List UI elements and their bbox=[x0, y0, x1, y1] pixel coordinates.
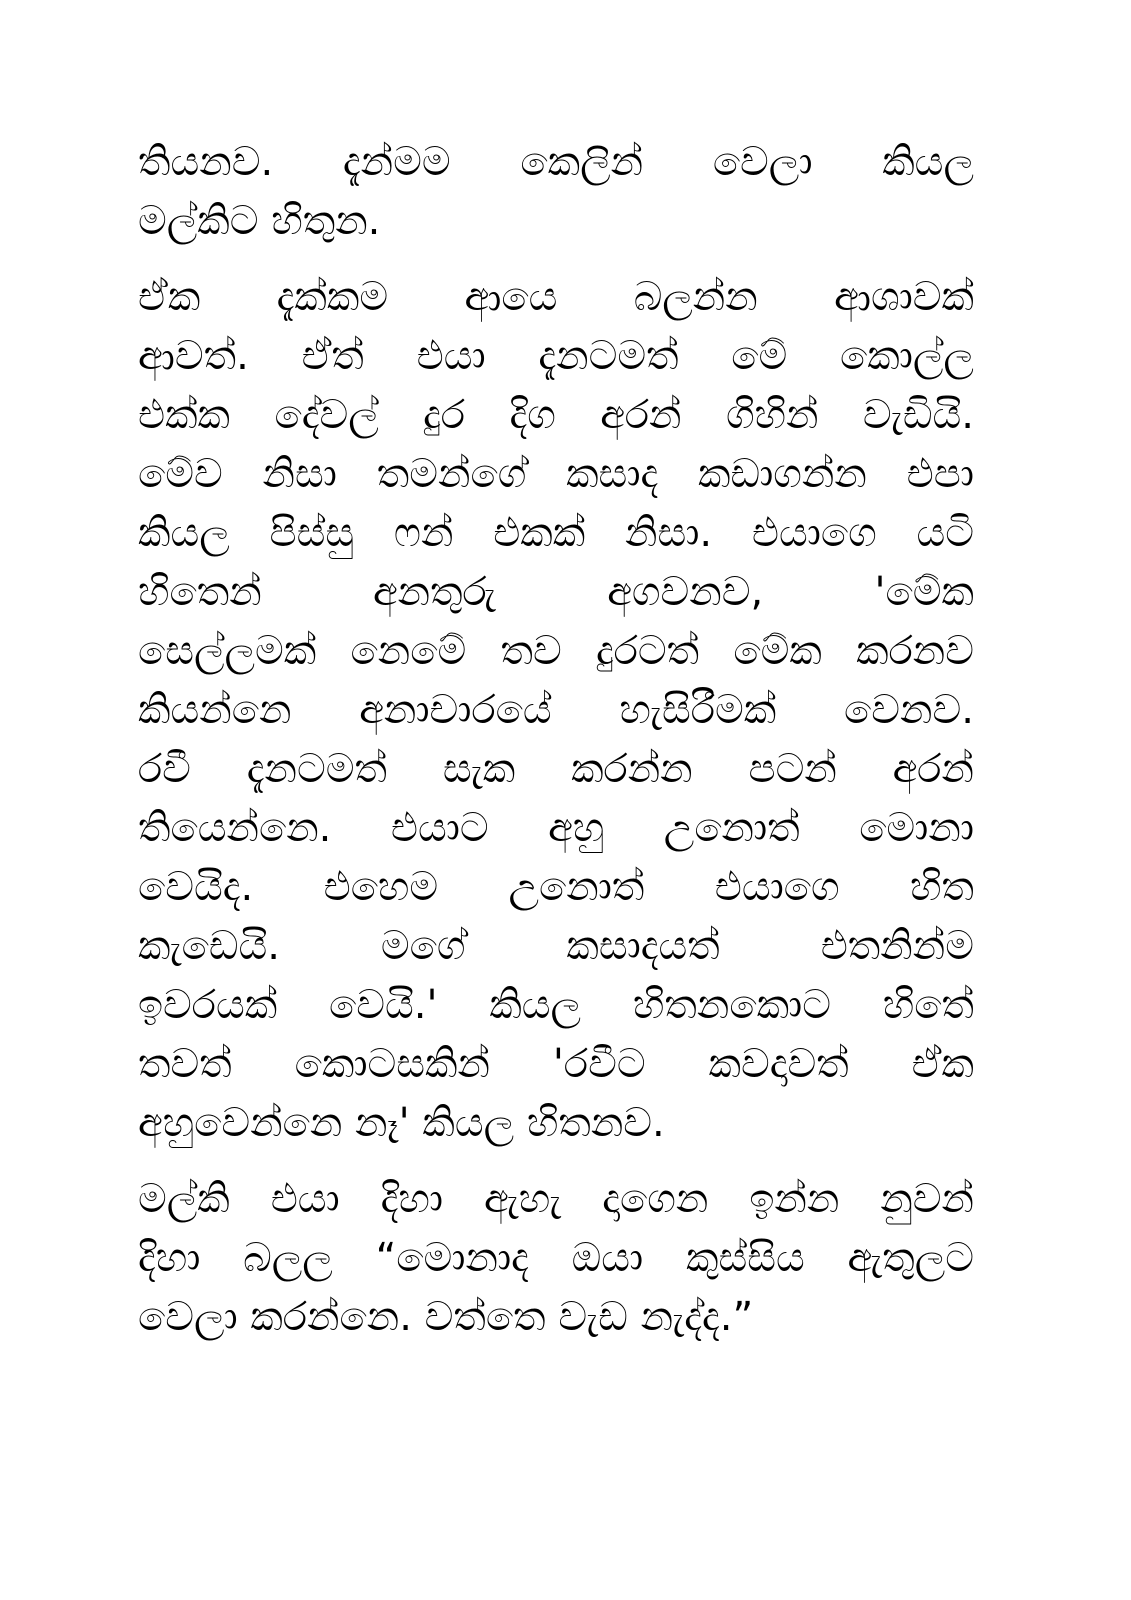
text-line bbox=[138, 504, 974, 563]
word: මගේ bbox=[380, 923, 466, 969]
word: එපා bbox=[906, 451, 974, 497]
word: දුරටත් bbox=[595, 628, 700, 674]
word: මේක bbox=[733, 628, 822, 674]
word: එයා bbox=[270, 1176, 340, 1222]
word: ආශාවක් bbox=[834, 274, 974, 320]
word: සැක bbox=[442, 746, 516, 792]
word: කරන්න bbox=[571, 746, 693, 792]
word: එකක් bbox=[493, 510, 586, 556]
word: අනාචාරයේ bbox=[359, 687, 552, 733]
word: වැඩියි. bbox=[862, 392, 974, 438]
word: කසාදයත් bbox=[566, 923, 720, 969]
word: යටි bbox=[916, 510, 974, 556]
text-line bbox=[138, 858, 974, 917]
text-line bbox=[138, 133, 974, 192]
word: තියනව. bbox=[138, 139, 274, 185]
word: 'රවීට bbox=[552, 1041, 646, 1087]
text-line bbox=[138, 445, 974, 504]
word: ෆන් bbox=[393, 510, 454, 556]
text-line: අහුවෙන්නෙ නෑ' කියල හිතනව. bbox=[138, 1100, 665, 1146]
word: දිහා bbox=[380, 1176, 444, 1222]
word: කුස්සිය bbox=[685, 1235, 805, 1281]
word: දැනටමත් bbox=[246, 746, 387, 792]
word: අහු bbox=[548, 805, 605, 851]
text-line bbox=[138, 327, 974, 386]
text-line: මල්කිට හිතුන. bbox=[138, 198, 381, 244]
paragraph-gap bbox=[138, 1153, 974, 1170]
word: දැනටමත් bbox=[538, 333, 679, 379]
word: රවී bbox=[138, 746, 191, 792]
text-line: වෙලා කරන්නෙ. වත්තෙ වැඩ නැද්ද.” bbox=[138, 1294, 754, 1340]
word: නිසා bbox=[262, 451, 337, 497]
word: අගවනව, bbox=[607, 569, 764, 615]
word: ඒක bbox=[138, 274, 201, 320]
word: මේ bbox=[731, 333, 788, 379]
text-line bbox=[138, 1229, 974, 1288]
word: දේවල් bbox=[274, 392, 379, 438]
word: කියන්නෙ bbox=[138, 687, 292, 733]
word: 'මේක bbox=[874, 569, 974, 615]
word: වෙලා bbox=[712, 139, 813, 185]
word: උනොත් bbox=[663, 805, 800, 851]
word: ආවත්. bbox=[138, 333, 249, 379]
text-line bbox=[138, 917, 974, 976]
word: ඒත් bbox=[301, 333, 364, 379]
word: කඩාගන්න bbox=[698, 451, 867, 497]
text-line bbox=[138, 386, 974, 445]
word: හිත bbox=[909, 864, 974, 910]
word: හැසිරීමක් bbox=[619, 687, 777, 733]
word: ආයෙ bbox=[464, 274, 558, 320]
word: “මොනාද bbox=[375, 1235, 529, 1281]
word: දැන්මම bbox=[342, 139, 451, 185]
text-line bbox=[138, 1170, 974, 1229]
word: සෙල්ලමක් bbox=[138, 628, 317, 674]
word: එයාගෙ bbox=[714, 864, 840, 910]
paragraph-3 bbox=[138, 1170, 974, 1347]
word: පටන් bbox=[748, 746, 837, 792]
word: මොනා bbox=[859, 805, 974, 851]
word: එහෙම bbox=[323, 864, 439, 910]
word: දුර bbox=[423, 392, 466, 438]
word: අරන් bbox=[892, 746, 974, 792]
word: කෙලින් bbox=[520, 139, 644, 185]
text-line bbox=[138, 563, 974, 622]
word: ඉවරයක් bbox=[138, 982, 278, 1028]
word: දිහා bbox=[138, 1235, 201, 1281]
word: එයාට bbox=[390, 805, 489, 851]
paragraph-2 bbox=[138, 268, 974, 1153]
word: නිසා. bbox=[624, 510, 713, 556]
text-line bbox=[138, 740, 974, 799]
word: කියල bbox=[138, 510, 230, 556]
word: කවදාවත් bbox=[708, 1041, 849, 1087]
word: හිතේ bbox=[882, 982, 974, 1028]
word: තමන්ගේ bbox=[376, 451, 527, 497]
word: දිග bbox=[509, 392, 556, 438]
paragraph-1 bbox=[138, 133, 974, 251]
word: කසාද bbox=[566, 451, 659, 497]
word: උනොත් bbox=[508, 864, 645, 910]
word: කොටසකින් bbox=[294, 1041, 491, 1087]
word: තියෙන්නෙ. bbox=[138, 805, 332, 851]
word: මල්කි bbox=[138, 1176, 230, 1222]
word: මේව bbox=[138, 451, 223, 497]
word: බලන්න bbox=[633, 274, 758, 320]
word: එක්ක bbox=[138, 392, 231, 438]
word: වෙයිද. bbox=[138, 864, 254, 910]
word: හිතෙන් bbox=[138, 569, 262, 615]
paragraph-gap bbox=[138, 251, 974, 268]
word: කොල්ල bbox=[840, 333, 974, 379]
text-line bbox=[138, 268, 974, 327]
text-line bbox=[138, 1035, 974, 1094]
word: වෙයි.' bbox=[329, 982, 438, 1028]
text-line bbox=[138, 976, 974, 1035]
word: තවත් bbox=[138, 1041, 232, 1087]
word: වෙනව. bbox=[844, 687, 974, 733]
word: කැඩෙයි. bbox=[138, 923, 280, 969]
word: කරනව bbox=[856, 628, 974, 674]
word: අරන් bbox=[600, 392, 682, 438]
word: බලල bbox=[243, 1235, 333, 1281]
word: අනතුරු bbox=[372, 569, 496, 615]
word: නෙමේ bbox=[350, 628, 467, 674]
word: ඇහැ bbox=[483, 1176, 562, 1222]
word: දාගෙන bbox=[602, 1176, 709, 1222]
word: එතනින්ම bbox=[820, 923, 974, 969]
word: දැක්කම bbox=[276, 274, 389, 320]
word: ඔයා bbox=[571, 1235, 644, 1281]
word: ඉන්න bbox=[749, 1176, 840, 1222]
word: පිස්සු bbox=[269, 510, 355, 556]
body-text bbox=[138, 133, 974, 1347]
word: කියල bbox=[882, 139, 974, 185]
word: එයාගෙ bbox=[751, 510, 877, 556]
text-line bbox=[138, 681, 974, 740]
word: හිතනකොට bbox=[632, 982, 831, 1028]
word: ඇතුලට bbox=[847, 1235, 974, 1281]
text-line bbox=[138, 799, 974, 858]
word: ගිහින් bbox=[725, 392, 819, 438]
word: ඒක bbox=[911, 1041, 974, 1087]
word: නුවන් bbox=[880, 1176, 974, 1222]
word: තව bbox=[500, 628, 562, 674]
word: එයා bbox=[416, 333, 486, 379]
word: කියල bbox=[489, 982, 582, 1028]
text-line bbox=[138, 622, 974, 681]
